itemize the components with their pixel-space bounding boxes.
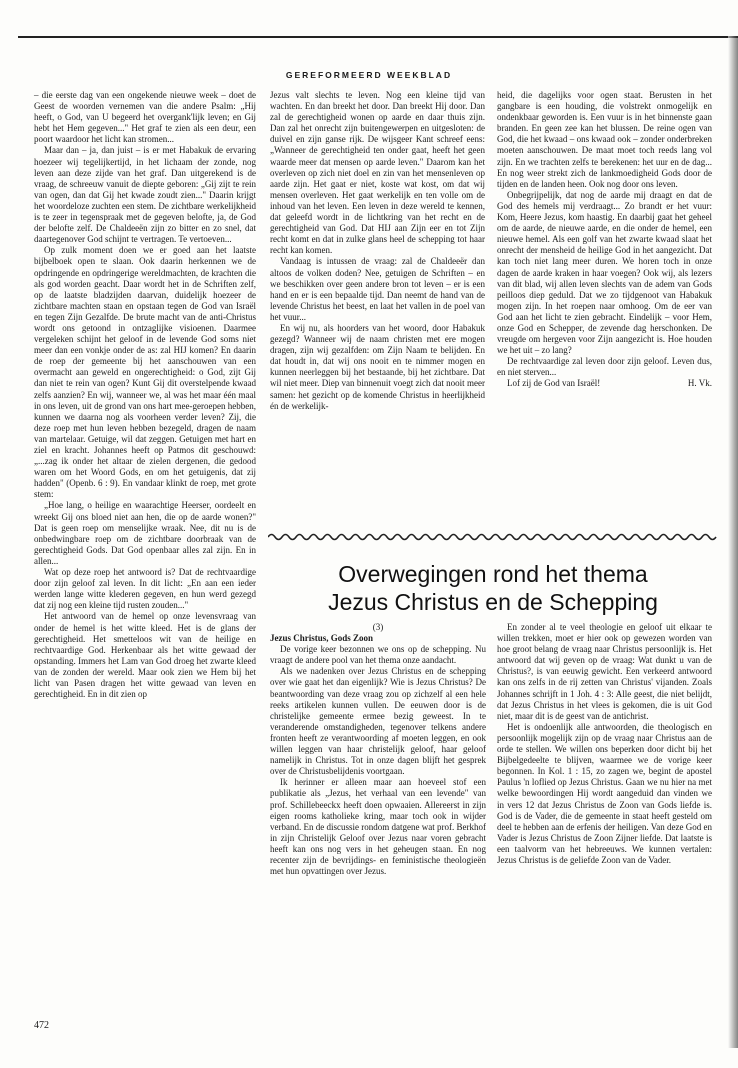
article-subheading: Jezus Christus, Gods Zoon bbox=[270, 633, 374, 644]
col3-paragraph: heid, die dagelijks voor ogen staat. Berusten in het gangbare is een houding, die volstrekt onmogelijk en ondenkbaar geworden is. Een vuur is in het binnenste gaan branden. En geen zee kan het blussen. De reine ogen van God, die het kwaad – ons kwaad ook – zonder onderbreken moeten aanschouwen. De maat moet toch reeds lang vol zijn. En we trachten zelfs te berekenen: het uur en de dag... En nog weer strekt zich de lankmoedigheid Gods door de tijden en de landen heen. Ook nog door ons leven. bbox=[497, 90, 712, 189]
col1-paragraph: Op zulk moment doen we er goed aan het laatste bijbelboek open te slaan. Ook daarin herkennen we de opdringende en opdringerige wereldmachten, de krachten die als god worden geacht. Daar wordt het in de Schriften zelf, op de laatste bladzijden daarvan, duidelijk hoezeer de zichtbare machten staan en opstaan tegen de God van Israël en tegen Zijn Gezalfde. De brute macht van de anti-Christus wordt ons getoond in ontzaglijke visioenen. Daarmee vergeleken schijnt het geloof in de levende God soms niet meer dan een vonkje onder de as: zal HIJ komen? En daarin de roep der gemeente bij het aanschouwen van een overmacht aan geweld en ongerechtigheid: o God, zijt Gij dan niet te rein van ogen? Kunt Gij dit overstelpende kwaad zelfs aanzien? En wij, wanneer we, al was het maar één maal in ons leven, uit de grond van ons hart mee-geroepen hebben, kunnen we daarna nog als voorheen verder leven? Zij, die deze roep met hun leven hebben bezegeld, dragen de naam van martelaar. Getuige, wil dat zeggen. Getuigen met hart en ziel en kracht. Johannes heeft op Patmos dit geschouwd: „...zag ik onder het altaar de zielen dergenen, die gedood waren om het Woord Gods, en om het getuigenis, dat zij hadden" (Openb. 6 : 9). En vandaar klinkt de roep, met grote stem: bbox=[34, 245, 256, 500]
col3-paragraph: De rechtvaardige zal leven door zijn geloof. Leven dus, en niet sterven... bbox=[497, 356, 712, 378]
col2-paragraph: Vandaag is intussen de vraag: zal de Chaldeeër dan altoos de volken doden? Nee, getuigen de Schriften – en we beschikken over geen andere bron tot leven – er is een hand en er is een bepaalde tijd. Dan neemt de hand van de levende Christus het beest, en laat het vallen in de poel van het vuur... bbox=[270, 256, 485, 322]
col1-paragraph: Het antwoord van de hemel op onze levensvraag van onder de hemel is het witte kleed. Het is de glans der gerechtigheid. Het smetteloos wit van de heilige en rechtvaardige God. Herkenbaar als het witte gewaad der opstanding. Immers het Lam van God droeg het zwarte kleed van de zonden der wereld. Maar ook zien we Hem bij het licht van Pasen dragen het witte gewaad van leven en gerechtigheid. En in dit zien op bbox=[34, 611, 256, 700]
article-title-line-1: Overwegingen rond het thema bbox=[338, 561, 648, 587]
article-column-b bbox=[497, 622, 712, 866]
col2-paragraph: Jezus valt slechts te leven. Nog een kleine tijd van wachten. En dan breekt het door. Dan breekt Hij door. Dan zal de gerechtigheid wonen op aarde en daar thuis zijn. Dan zal het onrecht zijn buitengewerpen en uitgesloten: de duivel en zijn ganse rijk. De wijsgeer Kant schreef eens: „Wanneer de gerechtigheid ten onder gaat, heeft het geen waarde meer dat mensen op aarde leven." Daarom kan het overleven op zich niet doel en zin van het mensenleven op aarde zijn. Het gaat er niet, koste wat kost, om dat wij mensen overleven. Het gaat werkelijk en ten volle om de inhoud van het leven. Een leven in deze wereld te kennen, dat geleefd wordt in de lichtkring van het recht en de gerechtigheid van God. Dat HIJ aan Zijn eer en tot Zijn recht komt en dat in zulke glans heel de schepping tot haar recht kan komen. bbox=[270, 90, 485, 256]
top-rule bbox=[18, 36, 738, 38]
col2-paragraph: En wij nu, als hoorders van het woord, door Habakuk gezegd? Wanneer wij de naam christen met ere mogen dragen, zijn wij gezalfden: om Zijn Naam te belijden. En dat houdt in, dat wij ons nooit en te nimmer mogen en kunnen neerleggen bij het bestaande, bij het zichtbare. Dat wil niet meer. Diep van binnenuit voegt zich dat nooit meer samen: het gezicht op de komende Christus in heerlijkheid én de werkelijk- bbox=[270, 322, 485, 411]
column-3 bbox=[497, 90, 712, 390]
col3-paragraph: Onbegrijpelijk, dat nog de aarde mij draagt en dat de God des hemels mij verdraagt... Zo brandt er het vuur: Kom, Heere Jezus, kom haastig. En daarbij gaat het geheel om de aarde, de nieuwe aarde, en die onder de hemel, een nieuwe hemel. Als een golf van het zwarte kwaad slaat het onrecht der mensheid de heilige God in het aangezicht. Dat kan toch niet lang meer duren. We horen toch in onze dagen de aarde kraken in haar voegen? Ook wij, als lezers van dit blad, wij allen leven slechts van de adem van Gods peilloos diep geduld. Dat we zo tijdgenoot van Habakuk mogen zijn. In het roepen naar omhoog. Om de eer van God aan het licht te zien gebracht. Eindelijk – voor Hem, onze God en Schepper, de zevende dag herschonken. De vreugde om hergeven voor Zijn aangezicht is. Hoe houden we het uit – zo lang? bbox=[497, 189, 712, 356]
article-paragraph: En zonder al te veel theologie en geloof uit elkaar te willen trekken, moet er hier ook op gewezen worden van hoe groot belang de vraag naar Christus persoonlijk is. Het antwoord dat wij geven op de vraag: Wat dunkt u van de Christus?, is van eeuwig gewicht. Een verkeerd antwoord kan ons zelfs in de rij zetten van Christus' vijanden. Zoals Johannes schrijft in 1 Joh. 4 : 3: Alle geest, die niet belijdt, dat Jezus Christus in het vlees is gekomen, die is uit God niet, maar dit is de geest van de antichrist. bbox=[497, 622, 712, 721]
col1-paragraph: Wat op deze roep het antwoord is? Dat de rechtvaardige door zijn geloof zal leven. In dit licht: „En aan een ieder werden lange witte klederen gegeven, en hun werd gezegd dat zij nog een kleine tijd rusten zouden..." bbox=[34, 567, 256, 611]
article-title bbox=[268, 560, 718, 616]
article-paragraph: De vorige keer bezonnen we ons op de schepping. Nu vraagt de andere pool van het thema onze aandacht. bbox=[270, 644, 486, 666]
col1-paragraph: – die eerste dag van een ongekende nieuwe week – doet de Geest de woorden vernemen van die andere Psalm: „Hij heeft, o God, van U begeerd het overgank'lijk leven; en Gij hebt het Hem gegeven..." Het graf te zien als een deur, een poort waardoor het licht kan stromen... bbox=[34, 90, 256, 145]
page-number: 472 bbox=[34, 1020, 49, 1031]
col1-paragraph: „Hoe lang, o heilige en waarachtige Heerser, oordeelt en wreekt Gij ons bloed niet aan hen, die op de aarde wonen?" Dat is geen roep om menselijke wraak. Nee, dit nu is de onbedwingbare roep om de zichtbare doorbraak van de gerechtigheid Gods. Dat God openbaar alles zal zijn. En in allen... bbox=[34, 500, 256, 566]
col1-paragraph: Maar dan – ja, dan juist – is er met Habakuk de ervaring hoezeer wij tegelijkertijd, in het lichaam der zonde, nog leven aan deze zijde van het graf. Dan uitgerekend is de vraag, de schreeuw vanuit de diepte geboren: „Gij zijt te rein van ogen, dan dat Gij het kwade zoudt zien..." Daarin krijgt het woordeloze zuchten een stem. De zichtbare werkelijkheid is te zeer in tegenspraak met de gegeven belofte, ja, de God der belofte zelf. De Chaldeeën zijn zo bitter en zo snel, dat daartegenover God schijnt te vertragen. Te vertoeven... bbox=[34, 145, 256, 245]
article-part-number: (3) bbox=[372, 622, 384, 632]
col3-signoff bbox=[497, 378, 712, 389]
wavy-divider bbox=[268, 530, 718, 544]
page-edge-shadow bbox=[728, 36, 738, 1048]
masthead: GEREFORMEERD WEEKBLAD bbox=[285, 70, 453, 80]
article-paragraph: Het is ondoenlijk alle antwoorden, die theologisch en persoonlijk mogelijk zijn op de vraag naar Christus aan de orde te stellen. We willen ons beperken door dicht bij het Bijbelgedeelte te blijven, waarmee we de vorige keer begonnen. In Kol. 1 : 15, zo zagen we, begint de apostel Paulus 'n loflied op Jezus Christus. Gaan we nu hier na met welke bewoordingen Hij wordt aangeduid dan vinden we in vers 12 dat Jezus Christus de Zoon van Gods liefde is. God is de Vader, die de gemeente in staat heeft gesteld om deel te hebben aan de erfenis der heiligen. Van deze God en Vader is Jezus Christus de Zoon Zijner liefde. Dat laatste is een taalvorm van het hebreeuws. We kunnen vertalen: Jezus Christus is de geliefde Zoon van de Vader. bbox=[497, 721, 712, 865]
article-column-a bbox=[270, 622, 486, 877]
article-paragraph: Als we nadenken over Jezus Christus en de schepping over wie gaat het dan eigenlijk? Wie is Jezus Christus? De beantwoording van deze vraag zou op zichzelf al een hele reeks artikelen kunnen vullen. De eeuwen door is de christelijke gemeente ermee bezig geweest. In te veranderende omstandigheden, tegenover telkens andere fronten heeft ze verantwoording af moeten leggen, en ook willen leggen van haar christelijk geloof, haar geloof namelijk in Christus. Tot in onze dagen blijft het gesprek over de Christusbelijdenis voortgaan. bbox=[270, 666, 486, 777]
author-initials: H. Vk. bbox=[687, 378, 712, 389]
column-2 bbox=[270, 90, 485, 412]
article-title-line-2: Jezus Christus en de Schepping bbox=[328, 589, 658, 615]
article-paragraph: Ik herinner er alleen maar aan hoeveel stof een publikatie als „Jezus, het verhaal van een levende" van prof. Schillebeeckx heeft doen opwaaien. Allereerst in zijn eigen rooms katholieke kring, maar toch ook in wijder verband. En de discussie rondom datgene wat prof. Berkhof in zijn Christelijk Geloof over Jezus naar voren gebracht heeft kan ons nog vers in het geheugen staan. En nog recenter zijn de bevrijdings- en feministische theologieën met hun opvattingen over Jezus. bbox=[270, 777, 486, 877]
closing-line: Lof zij de God van Israël! bbox=[507, 378, 601, 389]
column-1 bbox=[34, 90, 256, 700]
